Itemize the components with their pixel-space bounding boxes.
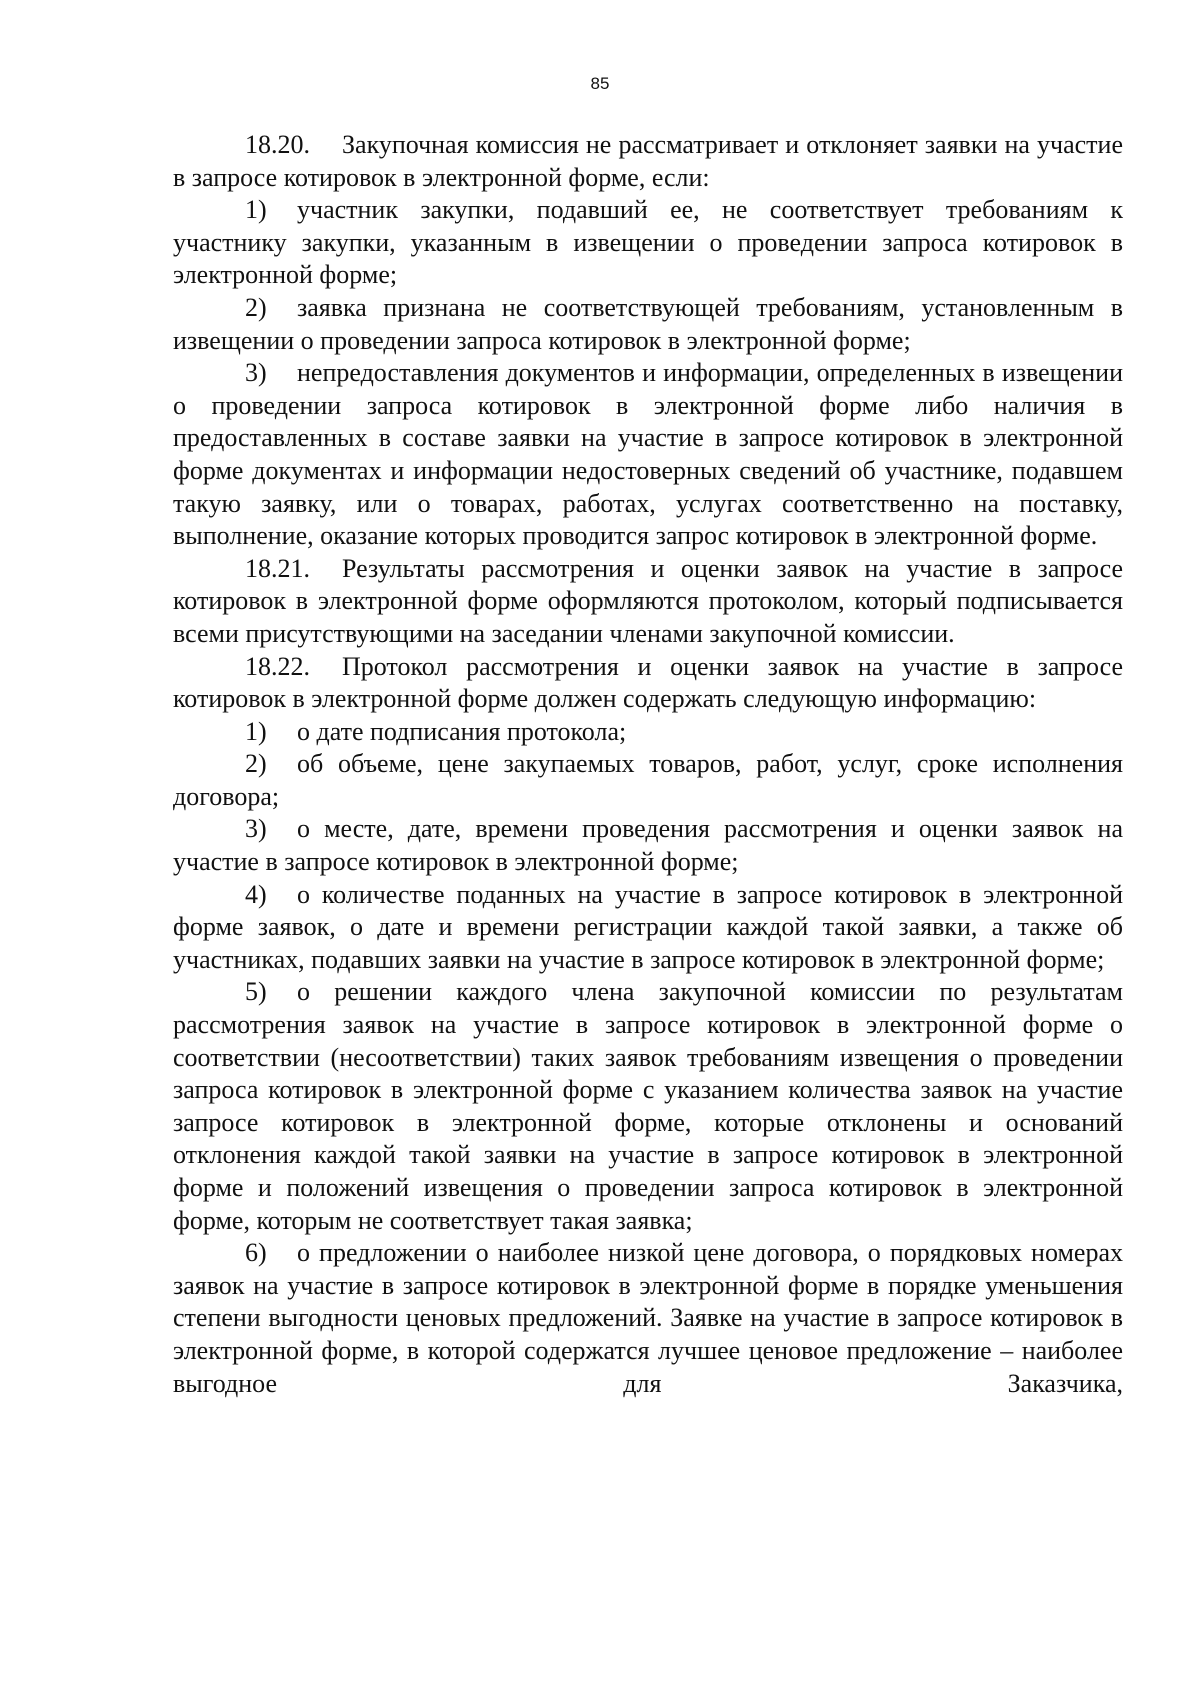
item-text: о месте, дате, времени проведения рассмотрения и оценки заявок на участие в запросе котировок в электронной форме;: [173, 814, 1123, 877]
item-number: 3): [245, 814, 267, 844]
document-body: [173, 129, 1123, 1400]
item-text: о дате подписания протокола;: [297, 716, 627, 746]
item-text: заявка признана не соответствующей требованиям, установленным в извещении о проведении запроса котировок в электронной форме;: [173, 292, 1123, 355]
item-text: участник закупки, подавший ее, не соответствует требованиям к участнику закупки, указанным в извещении о проведении запроса котировок в электронной форме;: [173, 195, 1123, 290]
clause-number: 18.22.: [245, 651, 310, 681]
clause-number: 18.21.: [245, 553, 310, 583]
clause-18-21: [173, 553, 1123, 651]
item-number: 1): [245, 716, 267, 746]
list-item-3: [173, 357, 1123, 553]
item-number: 1): [245, 195, 267, 225]
item-text: о количестве поданных на участие в запросе котировок в электронной форме заявок, о дате и времени регистрации каждой такой заявки, а также об участниках, подавших заявки на участие в запросе котировок в электронной форме;: [173, 879, 1123, 974]
item-number: 6): [245, 1238, 267, 1268]
page-number: 85: [590, 74, 610, 93]
item-number: 4): [245, 879, 267, 909]
list-item-3: [173, 813, 1123, 878]
list-item-1: [173, 194, 1123, 292]
item-text: об объеме, цене закупаемых товаров, работ, услуг, сроке исполнения договора;: [173, 749, 1123, 811]
list-item-2: [173, 292, 1123, 357]
item-text: непредоставления документов и информации, определенных в извещении о проведении запроса котировок в электронной форме либо наличия в предоставленных в составе заявки на участие в запросе котировок в электронной форме документах и информации недостоверных сведений об участнике, подавшем такую заявку, или о товарах, работах, услугах соответственно на поставку, выполнение, оказание которых проводится запрос котировок в электронной форме.: [173, 358, 1123, 551]
clause-text: Результаты рассмотрения и оценки заявок на участие в запросе котировок в электронной форме оформляются протоколом, который подписывается всеми присутствующими на заседании членами закупочной комиссии.: [173, 553, 1123, 648]
item-text: о предложении о наиболее низкой цене договора, о порядковых номерах заявок на участие в запросе котировок в электронной форме в порядке уменьшения степени выгодности ценовых предложений. Заявке на участие в запросе котировок в электронной форме, в которой содержатся лучшее ценовое предложение – наиболее выгодное для Заказчика,: [173, 1238, 1123, 1398]
item-number: 5): [245, 977, 267, 1007]
clause-number: 18.20.: [245, 130, 310, 159]
clause-text: Закупочная комиссия не рассматривает и отклоняет заявки на участие в запросе котировок в электронной форме, если:: [173, 130, 1123, 192]
item-number: 3): [245, 358, 267, 388]
item-number: 2): [245, 292, 267, 322]
list-item-6: [173, 1237, 1123, 1400]
list-item-2: [173, 748, 1123, 813]
item-number: 2): [245, 749, 267, 779]
list-item-1: [173, 716, 1123, 749]
list-item-4: [173, 879, 1123, 977]
clause-18-22: [173, 651, 1123, 716]
clause-text: Протокол рассмотрения и оценки заявок на участие в запросе котировок в электронной форме должен содержать следующую информацию:: [173, 651, 1123, 714]
clause-18-20: [173, 129, 1123, 194]
list-item-5: [173, 976, 1123, 1237]
item-text: о решении каждого члена закупочной комиссии по результатам рассмотрения заявок на участие в запросе котировок в электронной форме о соответствии (несоответствии) таких заявок требованиям извещения о проведении запроса котировок в электронной форме с указанием количества заявок на участие запросе котировок в электронной форме, которые отклонены и оснований отклонения каждой такой заявки на участие в запросе котировок в электронной форме и положений извещения о проведении запроса котировок в электронной форме, которым не соответствует такая заявка;: [173, 977, 1123, 1235]
